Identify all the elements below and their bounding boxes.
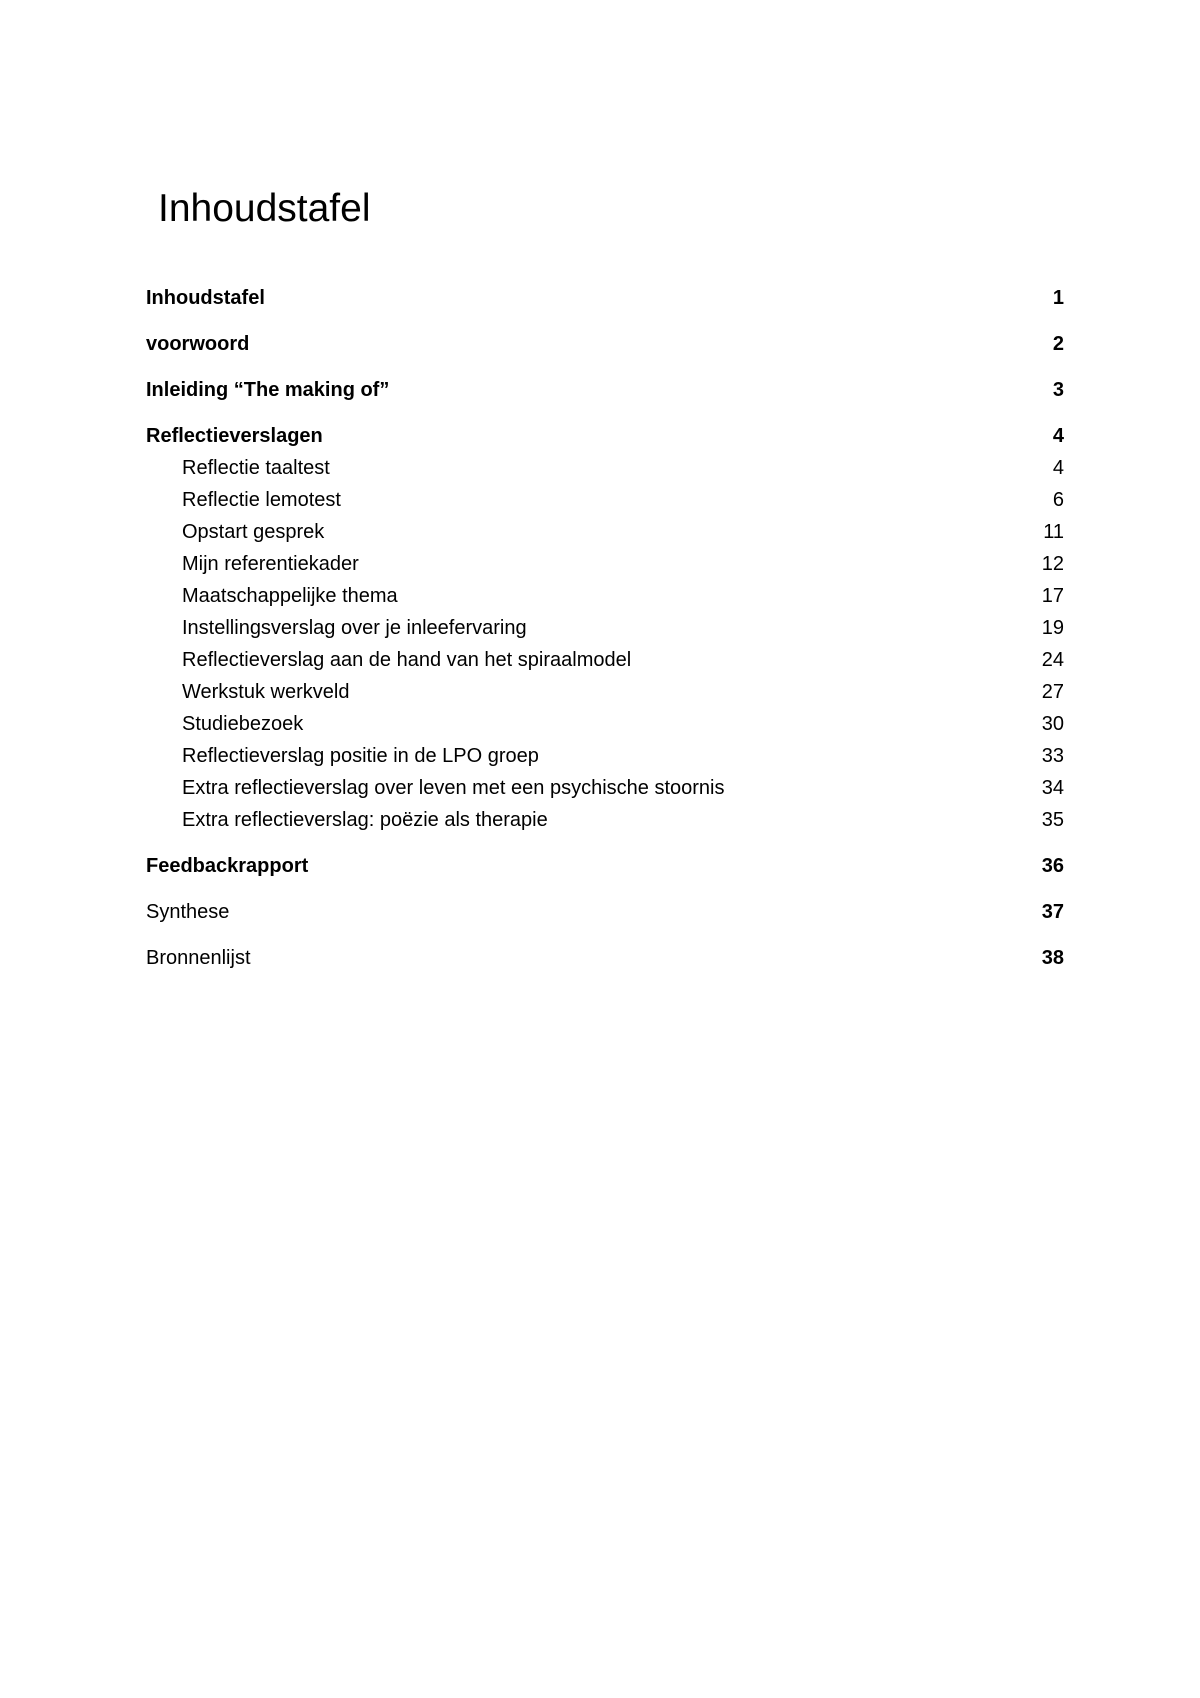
toc-entry-inhoudstafel[interactable] <box>146 282 1064 314</box>
toc-entry-page: 6 <box>1052 489 1064 511</box>
toc-entry-page: 24 <box>1041 649 1064 671</box>
toc-entry-title: Inhoudstafel <box>146 287 265 309</box>
toc-entry-title: Maatschappelijke thema <box>182 585 398 607</box>
toc-entry-page: 12 <box>1041 553 1064 575</box>
toc-entry-title: Reflectieverslag aan de hand van het spiraalmodel <box>182 649 632 671</box>
toc-entry-title: Instellingsverslag over je inleefervaring <box>182 617 527 639</box>
toc-entry-bronnenlijst[interactable] <box>146 942 1064 974</box>
toc-subentry-poezie-therapie[interactable] <box>146 804 1064 836</box>
toc-entry-title: Reflectie lemotest <box>182 489 341 511</box>
toc-entry-title: Extra reflectieverslag over leven met een psychische stoornis <box>182 777 725 799</box>
toc-subentry-werkstuk-werkveld[interactable] <box>146 676 1064 708</box>
page-title: Inhoudstafel <box>158 187 371 230</box>
toc-entry-page: 11 <box>1043 521 1064 543</box>
toc-subentry-spiraalmodel[interactable] <box>146 644 1064 676</box>
toc-subentry-instellingsverslag[interactable] <box>146 612 1064 644</box>
toc-entry-title: Studiebezoek <box>182 713 304 735</box>
toc-subentry-opstart-gesprek[interactable] <box>146 516 1064 548</box>
toc-entry-title: Feedbackrapport <box>146 855 309 877</box>
toc-entry-page: 34 <box>1041 777 1064 799</box>
toc-subentry-reflectie-lemotest[interactable] <box>146 484 1064 516</box>
toc-entry-page: 38 <box>1041 947 1064 969</box>
toc-entry-page: 4 <box>1052 457 1064 479</box>
toc-entry-inleiding[interactable] <box>146 374 1064 406</box>
toc-entry-page: 36 <box>1041 855 1064 877</box>
toc-entry-voorwoord[interactable] <box>146 328 1064 360</box>
toc-entry-page: 3 <box>1052 379 1064 401</box>
toc-subentry-reflectie-taaltest[interactable] <box>146 452 1064 484</box>
toc-entry-page: 37 <box>1041 901 1064 923</box>
toc-entry-title: Bronnenlijst <box>146 947 251 969</box>
toc-entry-page: 33 <box>1041 745 1064 767</box>
toc-entry-title: Reflectie taaltest <box>182 457 330 479</box>
toc-entry-title: Mijn referentiekader <box>182 553 359 575</box>
toc-entry-page: 2 <box>1052 333 1064 355</box>
toc-entry-page: 17 <box>1041 585 1064 607</box>
toc-entry-reflectieverslagen[interactable] <box>146 420 1064 452</box>
toc-subentry-maatschappelijke-thema[interactable] <box>146 580 1064 612</box>
toc-entry-title: Reflectieverslag positie in de LPO groep <box>182 745 539 767</box>
toc-entry-page: 1 <box>1052 287 1064 309</box>
toc-subentry-lpo-groep[interactable] <box>146 740 1064 772</box>
toc-subentry-referentiekader[interactable] <box>146 548 1064 580</box>
toc-entry-page: 19 <box>1041 617 1064 639</box>
toc-entry-title: Inleiding “The making of” <box>146 379 390 401</box>
toc-entry-page: 27 <box>1041 681 1064 703</box>
toc-entry-synthese[interactable] <box>146 896 1064 928</box>
toc-entry-title: Extra reflectieverslag: poëzie als therapie <box>182 809 548 831</box>
toc-subentry-psychische-stoornis[interactable] <box>146 772 1064 804</box>
toc-entry-title: Werkstuk werkveld <box>182 681 350 703</box>
toc-subentry-studiebezoek[interactable] <box>146 708 1064 740</box>
toc-entry-page: 35 <box>1041 809 1064 831</box>
toc-entry-title: Reflectieverslagen <box>146 425 323 447</box>
toc-entry-title: Opstart gesprek <box>182 521 325 543</box>
table-of-contents <box>146 282 1064 974</box>
toc-entry-page: 4 <box>1052 425 1064 447</box>
toc-entry-title: Synthese <box>146 901 230 923</box>
toc-entry-page: 30 <box>1041 713 1064 735</box>
toc-entry-feedbackrapport[interactable] <box>146 850 1064 882</box>
toc-entry-title: voorwoord <box>146 333 250 355</box>
